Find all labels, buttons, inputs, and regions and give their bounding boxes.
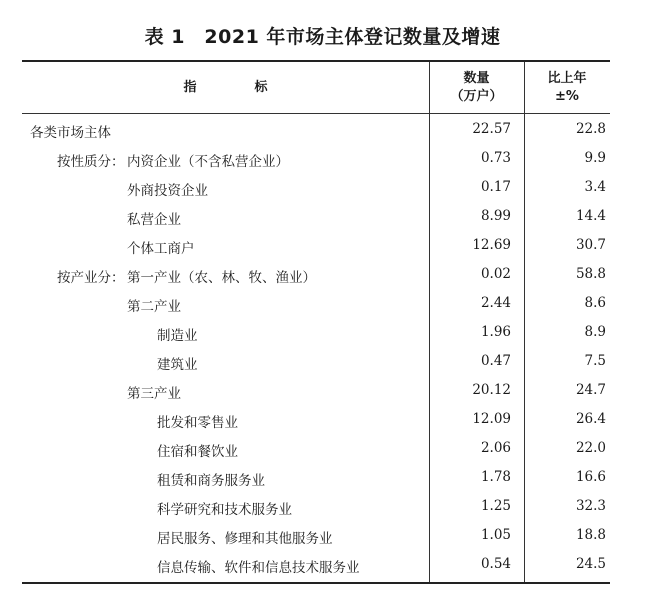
row-value: 1.78 bbox=[480, 469, 511, 485]
row-value: 12.09 bbox=[472, 411, 511, 427]
table-row bbox=[22, 290, 610, 318]
row-value: 0.47 bbox=[480, 353, 511, 369]
row-value: 1.25 bbox=[480, 498, 511, 514]
row-value: 1.96 bbox=[480, 324, 511, 340]
row-growth: 24.5 bbox=[575, 556, 606, 572]
row-growth: 8.9 bbox=[584, 324, 606, 340]
header-growth bbox=[524, 62, 610, 113]
row-growth: 22.8 bbox=[575, 121, 606, 137]
table-row bbox=[22, 319, 610, 347]
row-label: 第二产业 bbox=[127, 299, 181, 315]
table-title: 表 1 2021 年市场主体登记数量及增速 bbox=[144, 26, 501, 48]
table-row bbox=[22, 145, 610, 173]
table-row bbox=[22, 551, 610, 579]
row-growth: 7.5 bbox=[584, 353, 606, 369]
header-quantity-line1: 数量 bbox=[463, 70, 490, 86]
table-row bbox=[22, 116, 610, 144]
row-group-label: 按产业分： bbox=[57, 270, 125, 286]
row-label: 批发和零售业 bbox=[157, 415, 238, 431]
row-growth: 26.4 bbox=[575, 411, 606, 427]
header-growth-line2: ±% bbox=[555, 88, 579, 104]
row-label: 第一产业（农、林、牧、渔业） bbox=[127, 270, 316, 286]
row-growth: 3.4 bbox=[584, 179, 606, 195]
row-growth: 18.8 bbox=[575, 527, 606, 543]
row-label: 各类市场主体 bbox=[30, 125, 111, 141]
table-row bbox=[22, 493, 610, 521]
header-growth-line1: 比上年 bbox=[547, 70, 587, 86]
data-table bbox=[22, 60, 610, 584]
row-value: 1.05 bbox=[480, 527, 511, 543]
table-row bbox=[22, 377, 610, 405]
row-value: 22.57 bbox=[472, 121, 511, 137]
row-value: 2.06 bbox=[480, 440, 511, 456]
row-label: 外商投资企业 bbox=[127, 183, 208, 199]
table-row bbox=[22, 522, 610, 550]
row-growth: 16.6 bbox=[575, 469, 606, 485]
row-value: 0.54 bbox=[480, 556, 511, 572]
row-growth: 8.6 bbox=[584, 295, 606, 311]
table-row bbox=[22, 174, 610, 202]
row-label: 制造业 bbox=[157, 328, 198, 344]
row-value: 0.17 bbox=[480, 179, 511, 195]
row-group-label: 按性质分： bbox=[57, 154, 125, 170]
row-label: 个体工商户 bbox=[127, 241, 195, 257]
row-label: 科学研究和技术服务业 bbox=[157, 502, 292, 518]
row-growth: 14.4 bbox=[575, 208, 606, 224]
row-value: 12.69 bbox=[472, 237, 511, 253]
table-row bbox=[22, 348, 610, 376]
table-row bbox=[22, 261, 610, 289]
header-indicator-char-2: 标 bbox=[254, 79, 268, 95]
row-label: 第三产业 bbox=[127, 386, 181, 402]
table-row bbox=[22, 406, 610, 434]
header-quantity bbox=[429, 62, 524, 113]
row-growth: 24.7 bbox=[575, 382, 606, 398]
row-value: 2.44 bbox=[480, 295, 511, 311]
table-row bbox=[22, 464, 610, 492]
row-label: 建筑业 bbox=[157, 357, 198, 373]
row-label: 信息传输、软件和信息技术服务业 bbox=[157, 560, 360, 576]
row-growth: 32.3 bbox=[575, 498, 606, 514]
header-quantity-line2: （万户） bbox=[450, 88, 503, 104]
table-row bbox=[22, 203, 610, 231]
row-value: 0.73 bbox=[480, 150, 511, 166]
table-row bbox=[22, 232, 610, 260]
header-indicator-char-1: 指 bbox=[183, 79, 197, 95]
header-indicator bbox=[22, 62, 429, 113]
row-label: 内资企业（不含私营企业） bbox=[127, 154, 289, 170]
table-row bbox=[22, 435, 610, 463]
row-label: 租赁和商务服务业 bbox=[157, 473, 265, 489]
row-growth: 30.7 bbox=[575, 237, 606, 253]
row-growth: 22.0 bbox=[575, 440, 606, 456]
row-label: 居民服务、修理和其他服务业 bbox=[157, 531, 333, 547]
row-value: 20.12 bbox=[472, 382, 511, 398]
row-label: 住宿和餐饮业 bbox=[157, 444, 238, 460]
row-value: 0.02 bbox=[480, 266, 511, 282]
row-growth: 58.8 bbox=[575, 266, 606, 282]
row-growth: 9.9 bbox=[584, 150, 606, 166]
row-value: 8.99 bbox=[480, 208, 511, 224]
row-label: 私营企业 bbox=[127, 212, 181, 228]
header-divider bbox=[22, 113, 610, 114]
